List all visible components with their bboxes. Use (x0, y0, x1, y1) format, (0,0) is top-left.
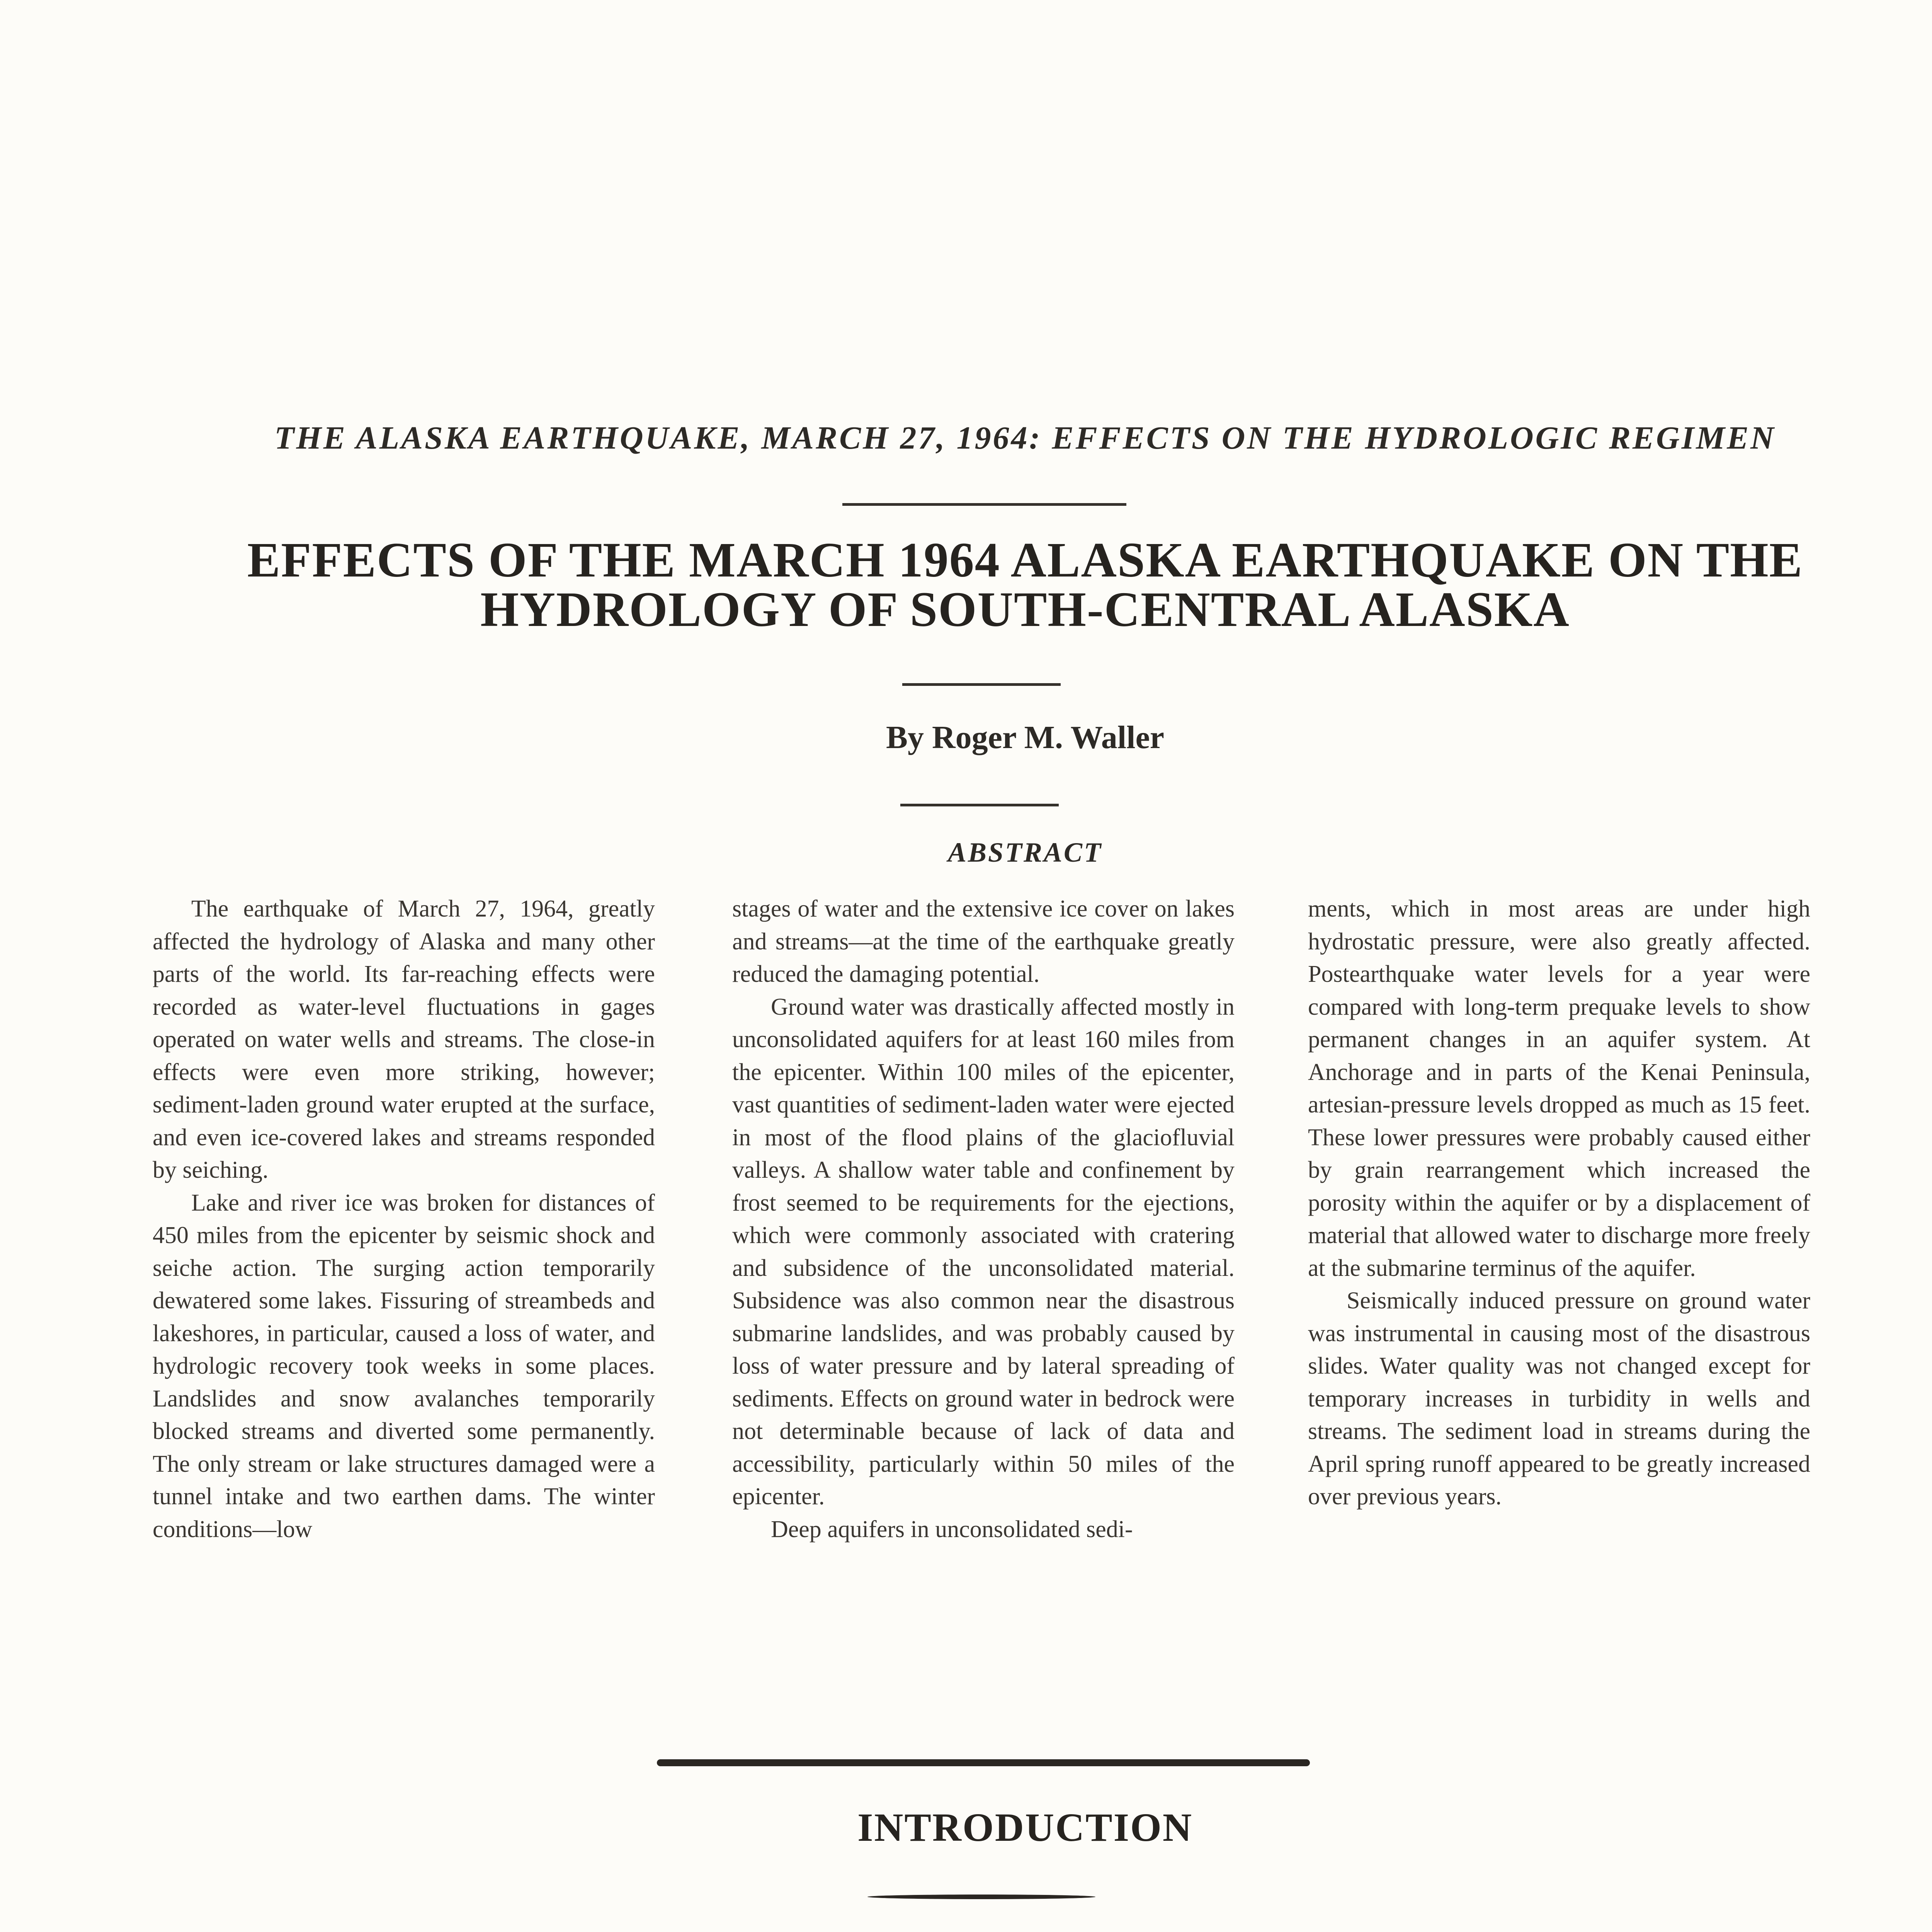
article-title (0, 532, 1932, 637)
series-title: THE ALASKA EARTHQUAKE, MARCH 27, 1964: EFFECTS ON THE HYDROLOGIC REGIMEN (274, 420, 1776, 456)
divider-rule (900, 804, 1059, 806)
abstract-column-1 (153, 893, 655, 1546)
abstract-paragraph: Ground water was drastically affected mostly in unconsolidated aquifers for at least 160 miles from the epicenter. Within 100 miles of the epicenter, vast quantities of sediment-laden water were ejected in most of the flood plains of the glaciofluvial valleys. A shallow water table and confinement by frost seemed to be requirements for the ejections, which were commonly associated with cratering and subsidence of the unconsolidated material. Subsidence was also common near the disastrous submarine landslides, and was probably caused by loss of water pressure and by lateral spreading of sediments. Effects on ground water in bedrock were not determinable because of lack of data and accessibility, particularly within 50 miles of the epicenter. (732, 993, 1235, 1510)
abstract-paragraph: The earthquake of March 27, 1964, greatly affected the hydrology of Alaska and many other parts of the world. Its far-reaching effects were recorded as water-level fluctuations in gages operated on water wells and streams. The close-in effects were even more striking, however; sediment-laden ground water erupted at the surface, and even ice-covered lakes and streams responded by seiching. (153, 896, 655, 1183)
author-byline: By Roger M. Waller (886, 719, 1165, 755)
section-divider (657, 1759, 1310, 1766)
introduction-heading: INTRODUCTION (857, 1805, 1193, 1850)
abstract-paragraph: Seismically induced pressure on ground water was instrumental in causing most of the disastrous slides. Water quality was not changed except for temporary increases in turbidity in wells and streams. The sediment load in streams during the April spring runoff appeared to be greatly increased over previous years. (1308, 1287, 1810, 1510)
article-title-line: HYDROLOGY OF SOUTH-CENTRAL ALASKA (480, 582, 1570, 637)
abstract-paragraph: ments, which in most areas are under high hydrostatic pressure, were also greatly affected. Postearthquake water levels for a year were compared with long-term prequake levels to show permanent changes in an aquifer system. At Anchorage and in parts of the Kenai Peninsula, artesian-pressure levels dropped as much as 15 feet. These lower pressures were probably caused either by grain rearrangement which increased the porosity within the aquifer or by a displacement of material that allowed water to discharge more freely at the submarine terminus of the aquifer. (1308, 896, 1810, 1281)
abstract-column-3 (1308, 893, 1810, 1513)
divider-rule (842, 503, 1126, 506)
abstract-column-2 (732, 893, 1235, 1546)
article-title-line: EFFECTS OF THE MARCH 1964 ALASKA EARTHQUAKE ON THE (247, 532, 1803, 587)
abstract-heading: ABSTRACT (947, 837, 1103, 868)
abstract-paragraph: Deep aquifers in unconsolidated sedi- (771, 1516, 1133, 1543)
abstract-paragraph: stages of water and the extensive ice cover on lakes and streams—at the time of the earthquake greatly reduced the damaging potential. (732, 896, 1235, 987)
abstract-paragraph: Lake and river ice was broken for distances of 450 miles from the epicenter by seismic shock and seiche action. The surging action temporarily dewatered some lakes. Fissuring of streambeds and lakeshores, in particular, caused a loss of water, and hydrologic recovery took weeks in some places. Landslides and snow avalanches temporarily blocked streams and diverted some permanently. The only stream or lake structures damaged were a tunnel intake and two earthen dams. The winter conditions—low (153, 1189, 655, 1543)
divider-rule (902, 683, 1061, 686)
tapered-rule (867, 1895, 1095, 1899)
